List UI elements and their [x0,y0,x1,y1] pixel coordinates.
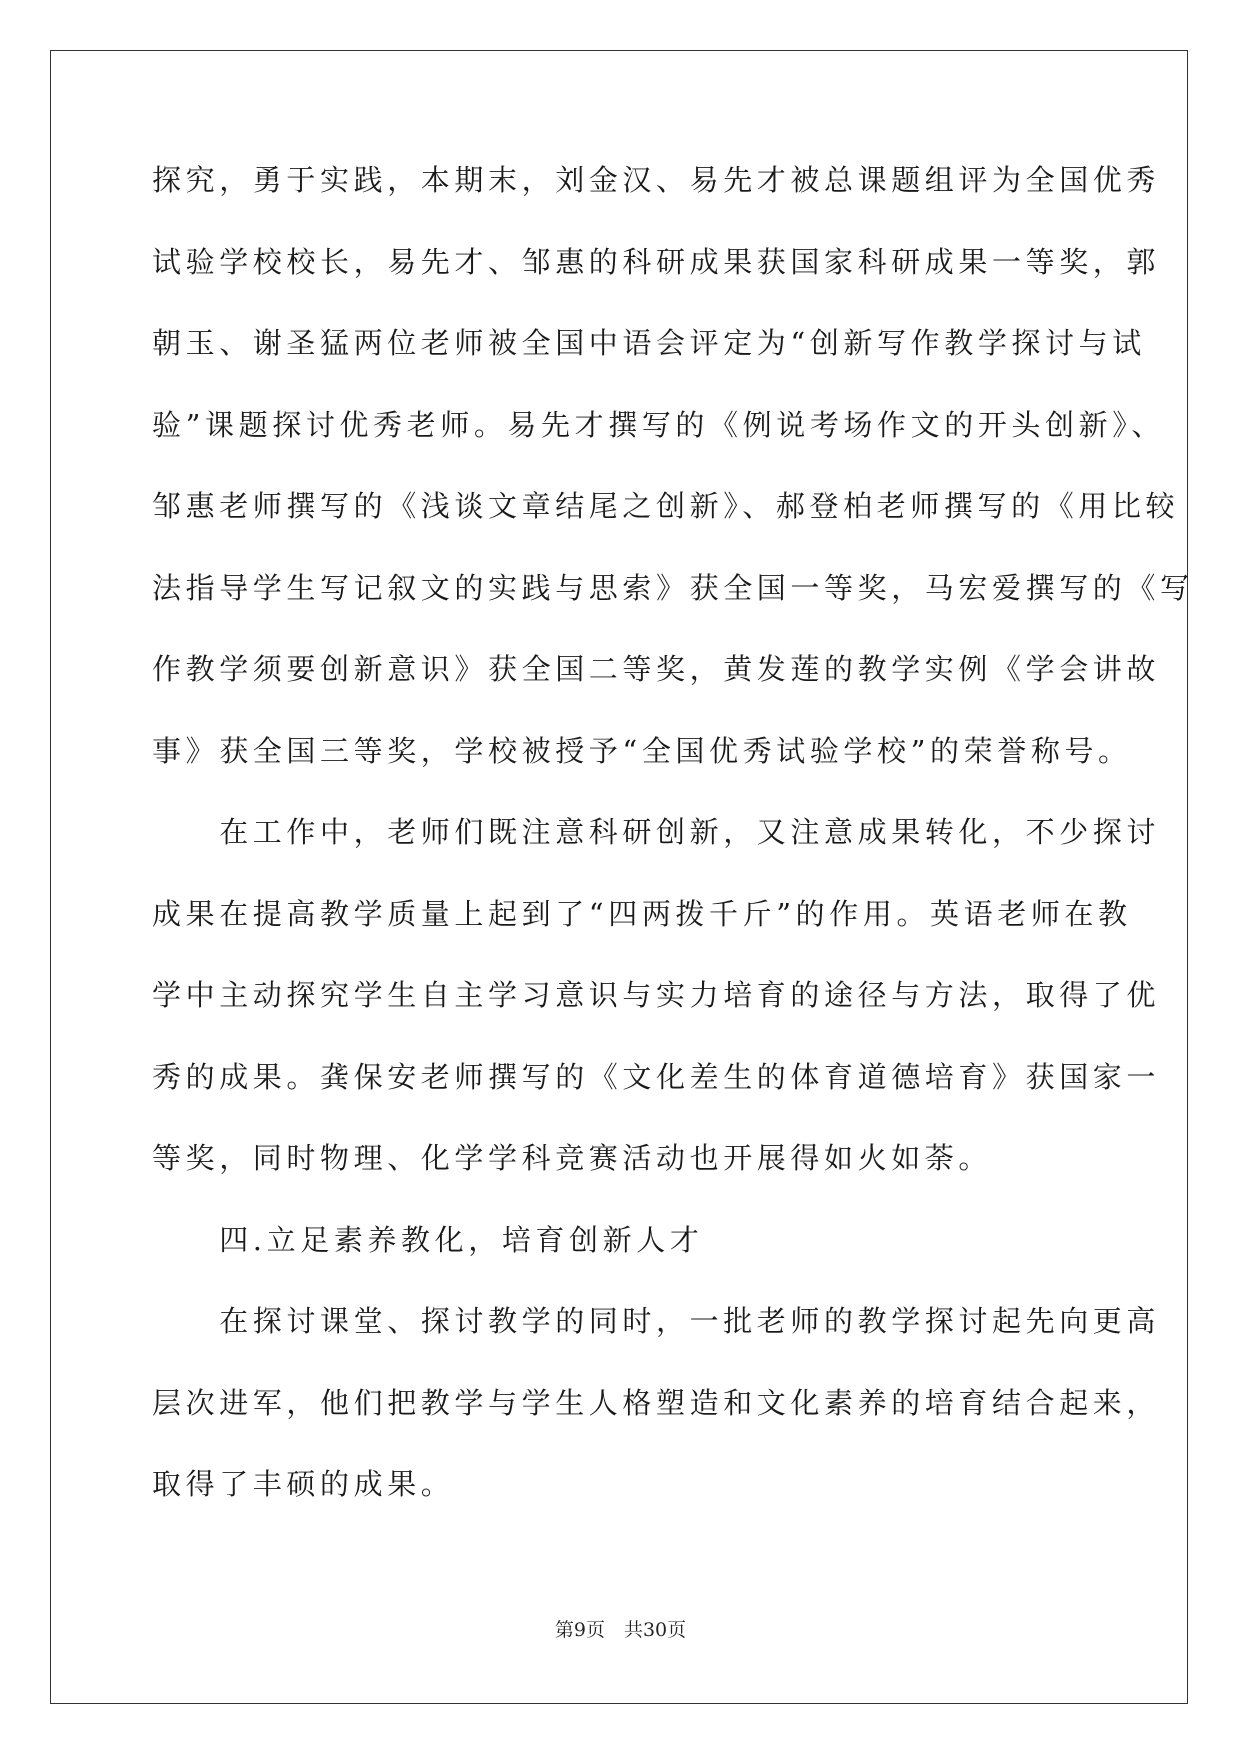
document-body [152,160,1194,1546]
text-line: 层次进军，他们把教学与学生人格塑造和文化素养的培育结合起来， [152,1385,1161,1420]
page-number-footer: 第9页 共30页 [554,1619,687,1641]
text-line: 取得了丰硕的成果。 [152,1467,455,1501]
text-line: 作教学须要创新意识》获全国二等奖，黄发莲的教学实例《学会讲故 [152,652,1161,686]
text-line: 在工作中，老师们既注意科研创新，又注意成果转化，不少探讨 [152,815,1161,849]
text-line: 成果在提高教学质量上起到了“四两拨千斤”的作用。英语老师在教 [152,896,1132,931]
section-heading: 四.立足素养教化，培育创新人才 [152,1222,704,1257]
text-line: 等奖，同时物理、化学学科竞赛活动也开展得如火如荼。 [152,1141,993,1175]
text-line: 探究，勇于实践，本期末，刘金汉、易先才被总课题组评为全国优秀 [152,163,1161,197]
text-line: 试验学校校长，易先才、邹惠的科研成果获国家科研成果一等奖，郭 [152,244,1161,279]
text-line: 朝玉、谢圣猛两位老师被全国中语会评定为“创新写作教学探讨与试 [152,326,1146,360]
text-line: 验”课题探讨优秀老师。易先才撰写的《例说考场作文的开头创新》、 [152,407,1165,442]
text-line: 秀的成果。龚保安老师撰写的《文化差生的体育道德培育》获国家一 [152,1059,1161,1094]
text-line: 法指导学生写记叙文的实践与思索》获全国一等奖，马宏爱撰写的《写 [152,570,1194,605]
text-line: 事》获全国三等奖，学校被授予“全国优秀试验学校”的荣誉称号。 [152,733,1132,768]
text-line: 邹惠老师撰写的《浅谈文章结尾之创新》、郝登柏老师撰写的《用比较 [152,489,1180,523]
text-line: 在探讨课堂、探讨教学的同时，一批老师的教学探讨起先向更高 [152,1304,1161,1338]
text-line: 学中主动探究学生自主学习意识与实力培育的途径与方法，取得了优 [152,978,1161,1012]
